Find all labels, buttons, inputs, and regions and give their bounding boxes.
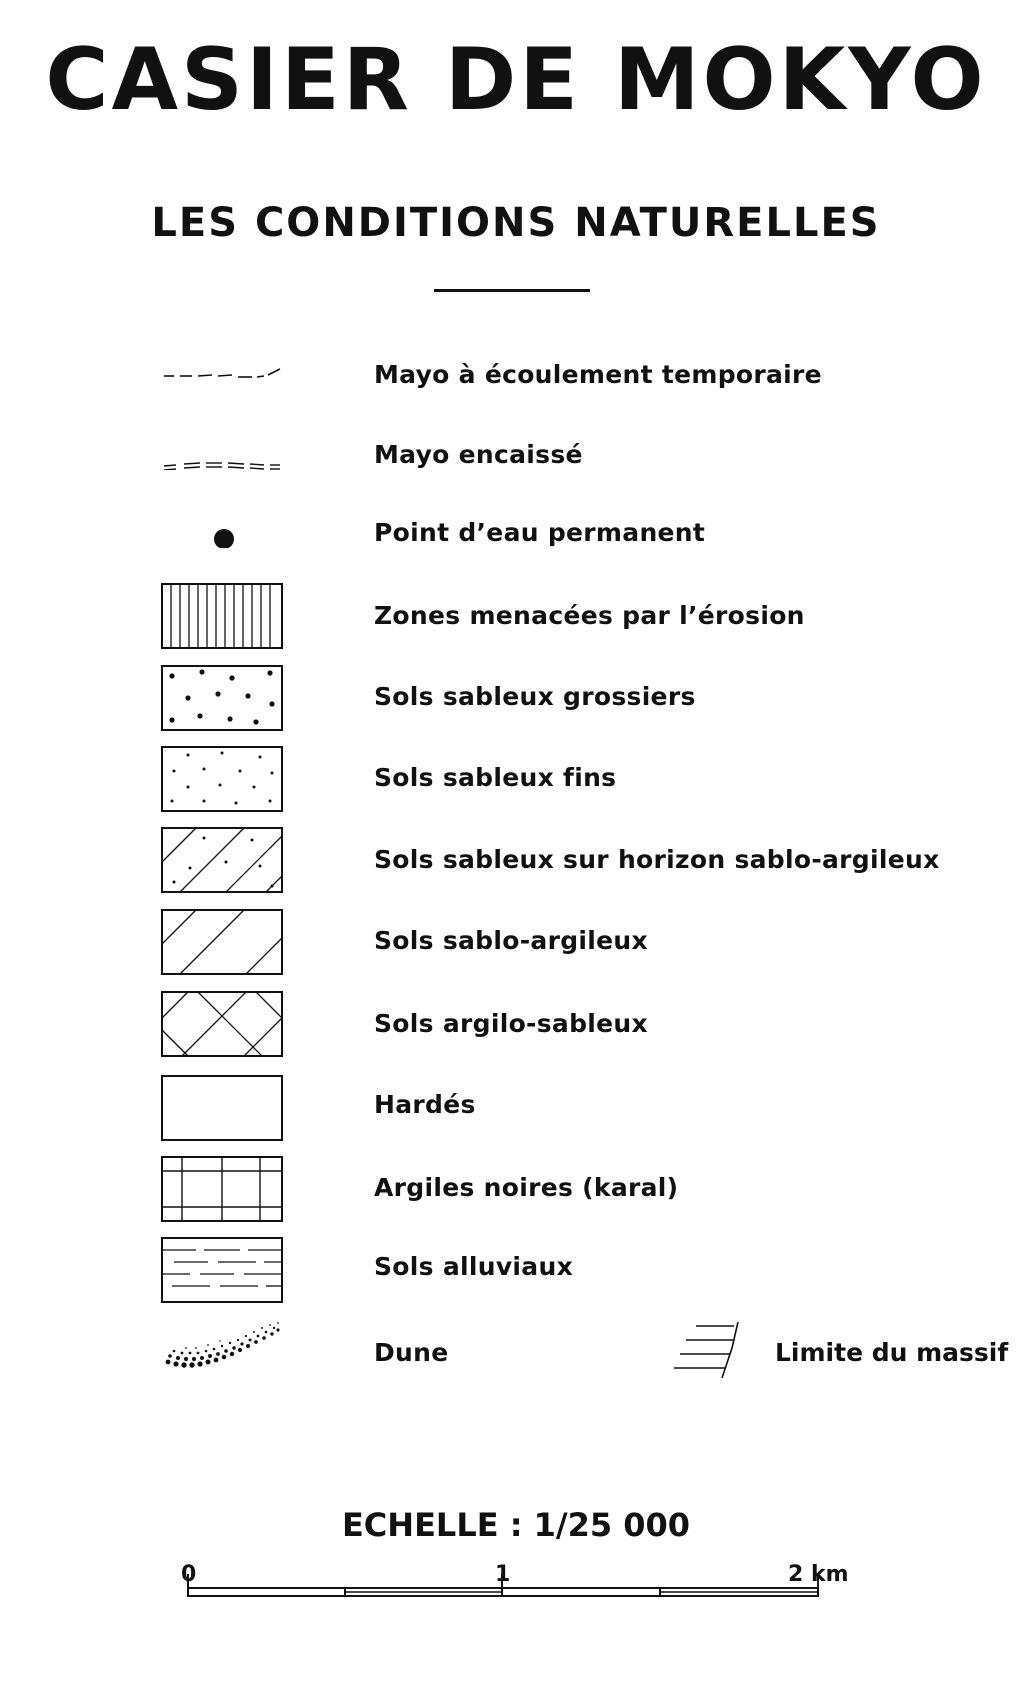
legend-label: Mayo à écoulement temporaire [374, 360, 822, 389]
scale-bar [172, 1560, 832, 1600]
filled-dot-icon [160, 518, 284, 548]
scale-tick-label: 2 km [788, 1562, 849, 1587]
legend-label: Zones menacées par l’érosion [374, 601, 805, 630]
legend-label: Limite du massif [775, 1338, 1009, 1367]
vertical-hatch-icon [160, 582, 284, 652]
map-title: CASIER DE MOKYO [45, 30, 987, 130]
legend-label: Sols alluviaux [374, 1252, 573, 1281]
grid-icon [160, 1155, 284, 1225]
legend-label: Sols sableux fins [374, 763, 617, 792]
coarse-dots-icon [160, 664, 284, 734]
dashed-line-icon [160, 358, 284, 388]
scale-tick-label: 0 [181, 1562, 197, 1587]
title-divider [434, 289, 590, 292]
legend-label: Sols sableux sur horizon sablo-argileux [374, 845, 940, 874]
horizontal-dashes-icon [160, 1236, 284, 1306]
crosshatch-icon [160, 990, 284, 1060]
legend-label: Sols sablo-argileux [374, 926, 648, 955]
scale-title: ECHELLE : 1/25 000 [341, 1506, 691, 1544]
map-subtitle: LES CONDITIONS NATURELLES [151, 200, 881, 246]
legend-label: Mayo encaissé [374, 440, 583, 469]
legend-label: Point d’eau permanent [374, 518, 706, 547]
legend-label: Sols argilo-sableux [374, 1009, 648, 1038]
fine-dots-icon [160, 745, 284, 815]
empty-box-icon [160, 1074, 284, 1144]
legend-label: Hardés [374, 1090, 476, 1119]
double-dashed-line-icon [160, 440, 284, 470]
legend-label: Dune [374, 1338, 449, 1367]
legend-label: Argiles noires (karal) [374, 1173, 679, 1202]
massif-limit-icon [672, 1318, 748, 1384]
dune-stipple-icon [160, 1318, 284, 1378]
diagonal-dots-icon [160, 826, 284, 896]
scale-tick-label: 1 [495, 1562, 511, 1587]
diagonal-hatch-icon [160, 908, 284, 978]
legend-label: Sols sableux grossiers [374, 682, 696, 711]
